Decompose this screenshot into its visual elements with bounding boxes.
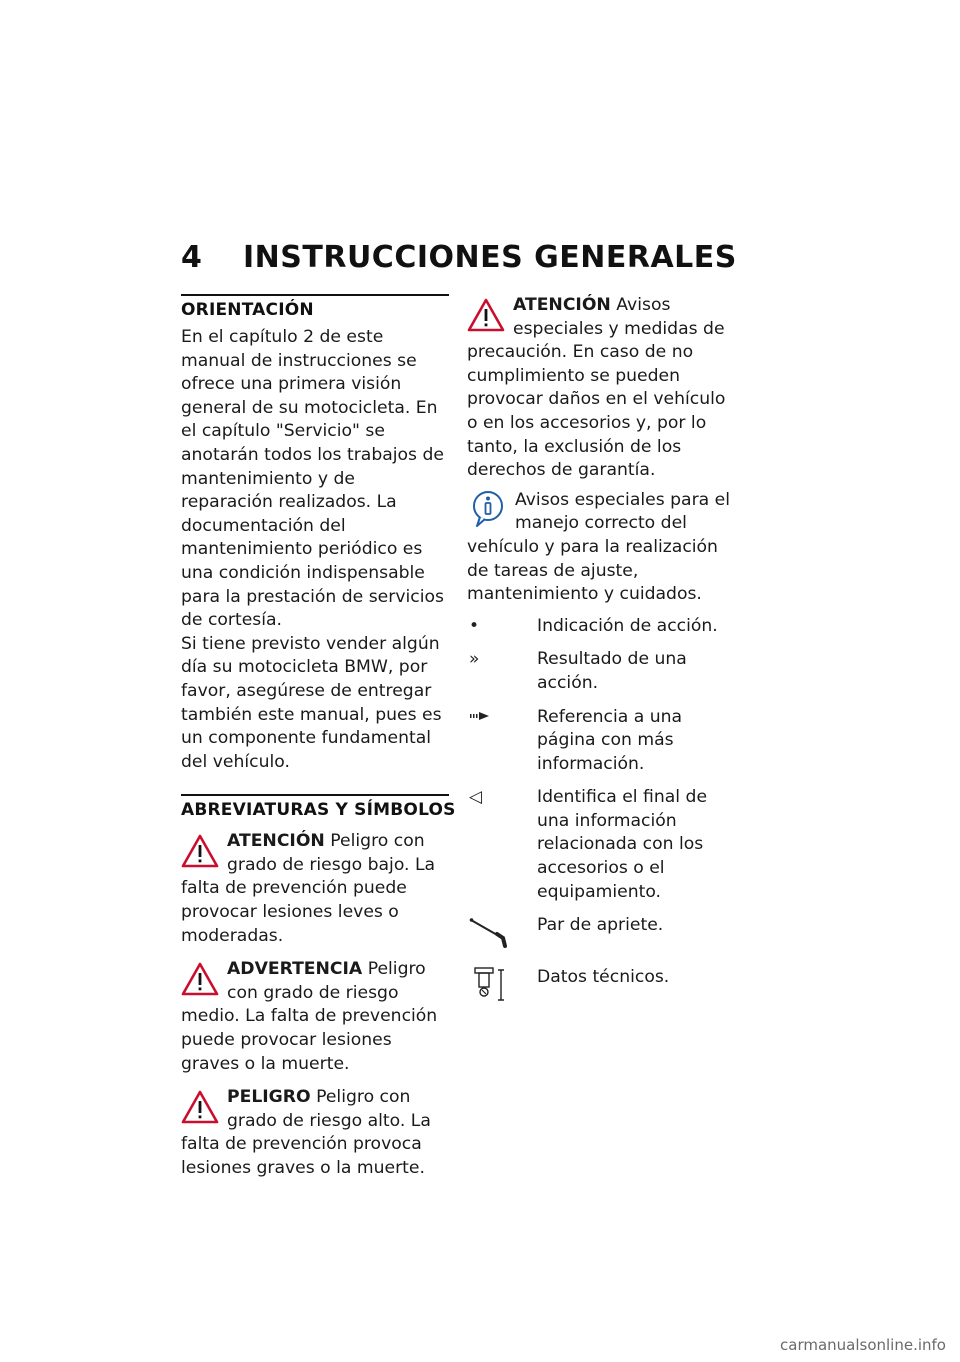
warning-text: Peligro con grado de riesgo alto. La falta de prevención provoca lesiones graves o la muerte. — [181, 1087, 431, 1178]
orientation-paragraph: Si tiene previsto vender algún día su motocicleta BMW, por favor, asegúrese de entregar también este manual, pues es un componente fundamental del vehículo. — [181, 633, 442, 772]
warning-lead: PELIGRO — [227, 1087, 311, 1108]
symbol-text: Indicación de acción. — [537, 615, 718, 636]
symbol-list — [467, 615, 735, 1005]
symbol-text: Referencia a una página con más información. — [537, 706, 683, 774]
info-icon — [471, 489, 505, 529]
warning-block-advertencia — [181, 958, 449, 1076]
orientation-body — [181, 326, 449, 774]
bullet-icon: • — [469, 615, 480, 636]
chapter-number: 4 — [181, 240, 203, 275]
technical-data-icon — [467, 966, 537, 1004]
symbol-text: Datos técnicos. — [537, 967, 670, 988]
symbol-row — [467, 966, 735, 1004]
right-column — [467, 294, 735, 1014]
warning-block-atencion — [181, 830, 449, 948]
orientation-paragraph: En el capítulo 2 de este manual de instrucciones se ofrece una primera visión general de su motocicleta. En el capítulo "Servicio" se anotarán todos los trabajos de mantenimiento y de reparación realizados. La documentación del mantenimiento periódico es una condición indispensable para la prestación de servicios de cortesía. — [181, 327, 444, 631]
symbol-row — [467, 615, 735, 639]
symbol-row — [467, 648, 735, 695]
warning-triangle-icon — [467, 298, 505, 334]
warning-triangle-icon — [181, 1090, 219, 1126]
end-triangle-icon: ◁ — [469, 787, 483, 808]
page-reference-arrow-icon — [467, 706, 537, 777]
warning-text: Peligro con grado de riesgo medio. La falta de prevención puede provocar lesiones graves o la muerte. — [181, 959, 438, 1074]
symbol-row — [467, 786, 735, 904]
warning-lead: ATENCIÓN — [227, 831, 325, 852]
notice-block-atencion — [467, 294, 735, 483]
warning-triangle-icon — [181, 834, 219, 870]
left-column — [181, 294, 456, 1181]
info-text: Avisos especiales para el manejo correcto del vehículo y para la realización de tareas de ajuste, mantenimiento y cuidados. — [467, 489, 730, 605]
footer-watermark: carmanualsonline.info — [780, 1336, 946, 1354]
orientation-heading: ORIENTACIÓN — [181, 294, 449, 320]
abbreviations-heading: ABREVIATURAS Y SÍMBOLOS — [181, 794, 449, 820]
notice-text: Avisos especiales y medidas de precaución. En caso de no cumplimiento se pueden provocar daños en el vehículo o en los accesorios y, por lo tanto, la exclusión de los derechos de garantía. — [467, 295, 726, 481]
symbol-row — [467, 914, 735, 948]
info-block — [467, 489, 735, 607]
torque-wrench-icon — [467, 914, 537, 948]
warning-block-peligro — [181, 1086, 449, 1180]
symbol-row — [467, 706, 735, 777]
symbol-text: Par de apriete. — [537, 915, 664, 936]
symbol-text: Resultado de una acción. — [537, 649, 687, 693]
warning-lead: ADVERTENCIA — [227, 959, 363, 980]
chapter-heading: INSTRUCCIONES GENERALES — [243, 240, 737, 275]
result-arrow-icon: » — [469, 649, 480, 670]
warning-triangle-icon — [181, 962, 219, 998]
warning-text: Peligro con grado de riesgo bajo. La falta de prevención puede provocar lesiones leves o moderadas. — [181, 831, 436, 946]
chapter-title — [181, 240, 781, 275]
symbol-text: Identifica el final de una información relacionada con los accesorios o el equipamiento. — [537, 787, 708, 902]
notice-lead: ATENCIÓN — [513, 295, 611, 315]
